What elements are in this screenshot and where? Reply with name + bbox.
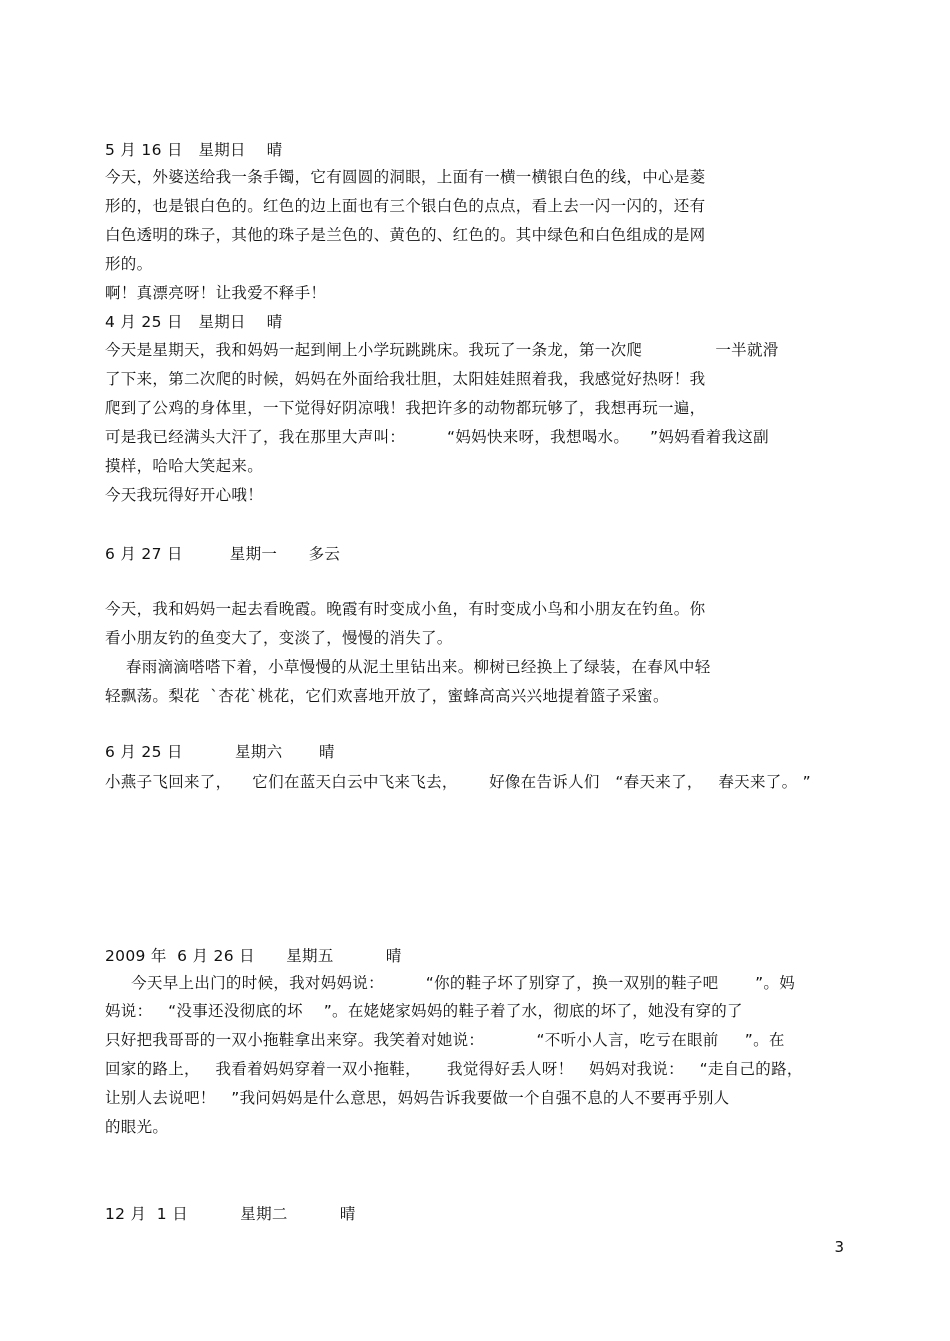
entry-text-line: 今天我玩得好开心哦！ xyxy=(105,486,264,504)
entry-text-line: 了下来，第二次爬的时候，妈妈在外面给我壮胆，太阳娃娃照着我，我感觉好热呀！我 xyxy=(105,370,706,388)
entry-text-line: 啊！真漂亮呀！让我爱不释手！ xyxy=(105,284,327,302)
entry-text-line: 今天早上出门的时候，我对妈妈说： “你的鞋子坏了别穿了，换一双别的鞋子吧 ”。妈 xyxy=(105,974,796,992)
entry-text-line: 今天是星期天，我和妈妈一起到闸上小学玩跳跳床。我玩了一条龙，第一次爬 一半就滑 xyxy=(105,341,779,359)
entry-date: 2009 年 6 月 26 日 星期五 晴 xyxy=(105,947,402,965)
page-number: 3 xyxy=(834,1238,844,1256)
entry-text-line: 只好把我哥哥的一双小拖鞋拿出来穿。我笑着对她说： “不听小人言，吃亏在眼前 ”。在 xyxy=(105,1031,785,1049)
entry-text-line: 爬到了公鸡的身体里，一下觉得好阴凉哦！我把许多的动物都玩够了，我想再玩一遍， xyxy=(105,399,706,417)
entry-text-line: 摸样，哈哈大笑起来。 xyxy=(105,457,264,475)
entry-date: 4 月 25 日 星期日 晴 xyxy=(105,313,283,331)
entry-date: 6 月 27 日 星期一 多云 xyxy=(105,545,341,563)
entry-text-line: 回家的路上， 我看着妈妈穿着一双小拖鞋， 我觉得好丢人呀！ 妈妈对我说： “走自己的路， xyxy=(105,1060,803,1078)
entry-text-line: 形的。 xyxy=(105,255,153,273)
entry-text-line: 轻飘荡。梨花 `杏花`桃花，它们欢喜地开放了，蜜蜂高高兴兴地提着篮子采蜜。 xyxy=(105,687,669,705)
entry-text-line: 看小朋友钓的鱼变大了，变淡了，慢慢的消失了。 xyxy=(105,629,453,647)
entry-text-line: 形的，也是银白色的。红色的边上面也有三个银白色的点点，看上去一闪一闪的，还有 xyxy=(105,197,706,215)
entry-text-line: 的眼光。 xyxy=(105,1118,169,1136)
entry-text-line: 白色透明的珠子，其他的珠子是兰色的、黄色的、红色的。其中绿色和白色组成的是网 xyxy=(105,226,706,244)
entry-text-line: 可是我已经满头大汗了，我在那里大声叫： “妈妈快来呀，我想喝水。 ”妈妈看着我这副 xyxy=(105,428,769,446)
entry-text-line: 小燕子飞回来了， 它们在蓝天白云中飞来飞去， 好像在告诉人们 “春天来了， 春天来了。 ” xyxy=(105,773,811,791)
entry-text-line: 春雨滴滴嗒嗒下着，小草慢慢的从泥土里钻出来。柳树已经换上了绿装，在春风中轻 xyxy=(105,658,711,676)
entry-text-line: 妈说： “没事还没彻底的坏 ”。在姥姥家妈妈的鞋子着了水，彻底的坏了，她没有穿的了 xyxy=(105,1002,743,1020)
entry-date: 6 月 25 日 星期六 晴 xyxy=(105,743,335,761)
entry-text-line: 让别人去说吧！ ”我问妈妈是什么意思，妈妈告诉我要做一个自强不息的人不要再乎别人 xyxy=(105,1089,730,1107)
entry-text-line: 今天，我和妈妈一起去看晚霞。晚霞有时变成小鱼，有时变成小鸟和小朋友在钓鱼。你 xyxy=(105,600,706,618)
entry-text-line: 今天，外婆送给我一条手镯，它有圆圆的洞眼，上面有一横一横银白色的线，中心是菱 xyxy=(105,168,706,186)
entry-date: 5 月 16 日 星期日 晴 xyxy=(105,141,283,159)
entry-date: 12 月 1 日 星期二 晴 xyxy=(105,1205,356,1223)
